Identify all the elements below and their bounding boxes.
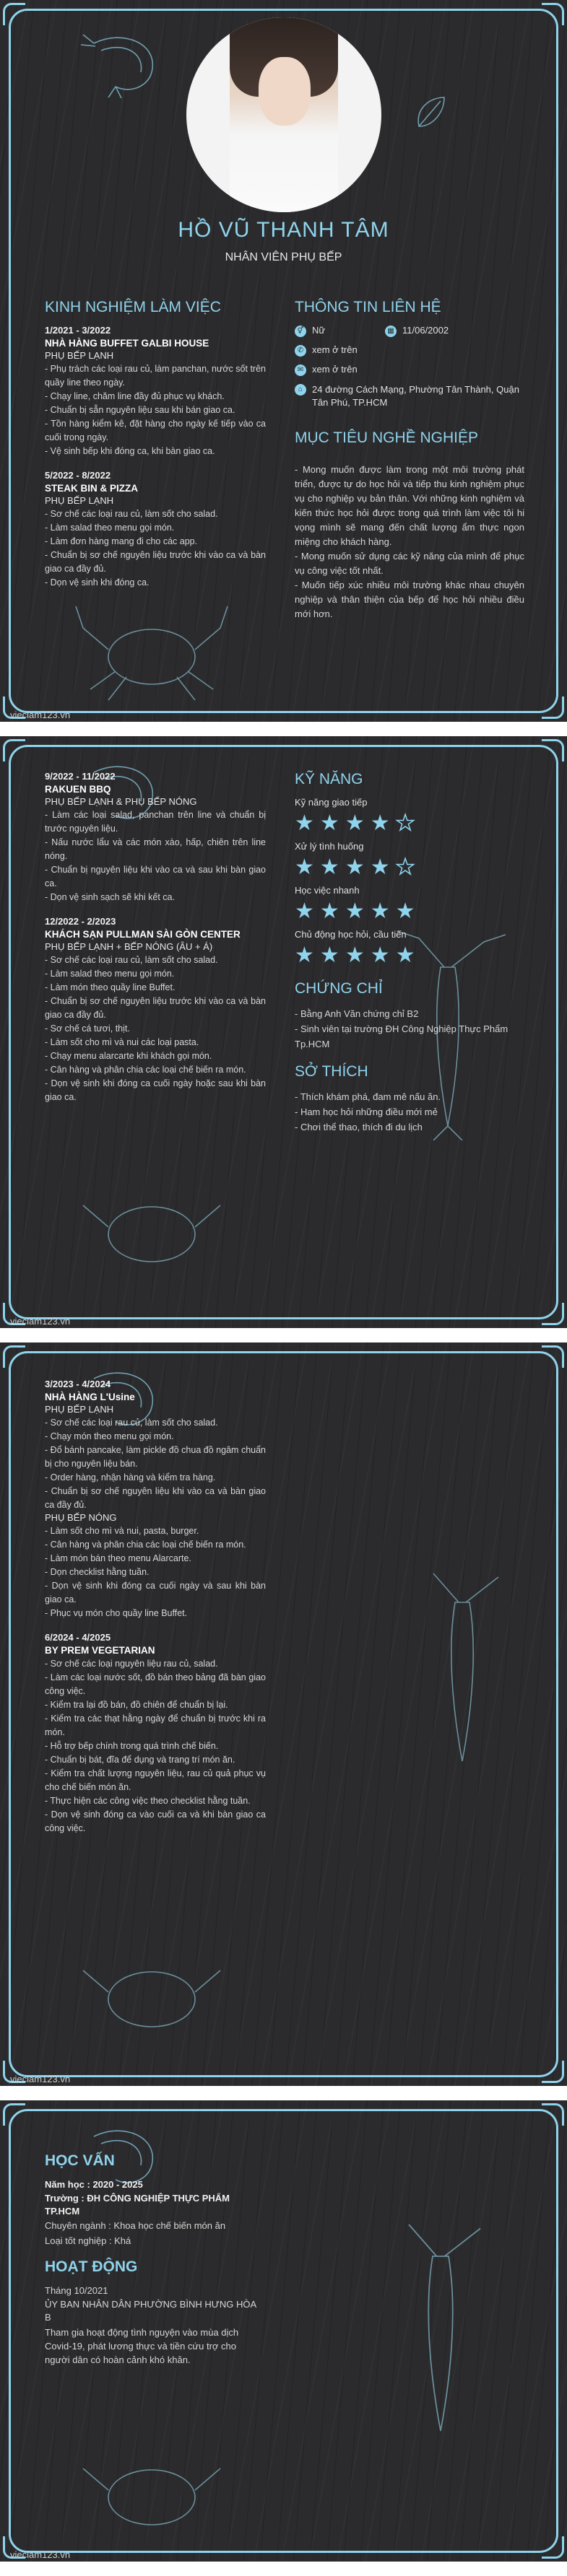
job-line: - Dọn vệ sinh sạch sẽ khi kết ca. [45,892,175,902]
frame-corner [3,739,25,761]
skill-item [295,929,524,967]
skill-rating-stars [295,944,524,967]
objective-title: MỤC TIÊU NGHỀ NGHIỆP [295,429,478,446]
star-full-icon: ★ [295,855,320,879]
job-role: PHỤ BẾP LẠNH + BẾP NÓNG (ÂU + Á) [45,941,213,952]
job-line: - Làm salad theo menu gọi món. [45,523,175,533]
job-entry [45,470,266,590]
job-line: - Nấu nước lẩu và các món xào, hấp, chiên trên line nóng. [45,837,266,861]
objective-line: - Mong muốn được làm trong một môi trường phát triển, được tự do học hỏi và tiếp thu kinh nghiệm phục vụ cho nghiệp vụ bản thân. Với những kinh nghiệm và kiến thức học hỏi được trong quá trình làm việc tôi hi vọng mình sẽ mang đến chất lượng ẩm thực ngon miệng cho khách hàng. [295,464,524,547]
job-line: - Chạy món theo menu gọi món. [45,1431,174,1441]
experience-section-continued [45,1379,266,1847]
skill-item [295,797,524,835]
watermark: vieclam123.vn [10,1316,71,1327]
job-date: 9/2022 - 11/2022 [45,771,116,782]
hobby-line: - Thích khám phá, đam mê nấu ăn. [295,1091,441,1102]
experience-title: KINH NGHIỆM LÀM VIỆC [45,299,221,315]
frame-corner [542,697,564,719]
frame-corner [542,2103,564,2126]
experience-section-continued [45,771,266,1116]
job-line: - Chạy menu alarcarte khi khách gọi món. [45,1051,212,1061]
gender-value: Nữ [312,325,326,336]
contact-section [295,299,524,621]
star-full-icon: ★ [345,855,371,879]
job-place: NHÀ HÀNG BUFFET GALBI HOUSE [45,338,209,349]
job-place: STEAK BIN & PIZZA [45,483,139,494]
frame-corner [542,2061,564,2083]
job-line: - Order hàng, nhận hàng và kiểm tra hàng. [45,1472,216,1483]
certificate-line: - Sinh viên tại trường ĐH Công Nghiệp Thực Phẩm Tp.HCM [295,1023,508,1049]
watermark: vieclam123.vn [10,710,71,720]
job-line: - Làm đơn hàng mang đi cho các app. [45,536,198,546]
job-line: - Chuẩn bị sẵn nguyên liệu sau khi bán giao ca. [45,405,235,415]
address-value: 24 đường Cách Mạng, Phường Tân Thành, Quận Tân Phú, TP.HCM [312,384,519,408]
job-entry [45,916,266,1104]
activity-org: ỦY BAN NHÂN DÂN PHƯỜNG BÌNH HƯNG HÒA B [45,2299,256,2323]
job-role: PHỤ BẾP LẠNH [45,495,114,506]
candidate-position: NHÂN VIÊN PHỤ BẾP [225,251,342,263]
star-full-icon: ★ [319,943,345,967]
job-place: BY PREM VEGETARIAN [45,1645,155,1656]
experience-section [45,299,266,601]
certificates-title: CHỨNG CHỈ [295,980,383,997]
phone-value: xem ở trên [312,344,358,355]
frame-corner [3,1345,25,1368]
star-full-icon: ★ [395,899,421,923]
job-line: - Chuẩn bị sơ chế nguyên liệu trước khi vào ca và bàn giao ca đầy đủ. [45,996,266,1020]
job-role: PHỤ BẾP LẠNH [45,1404,114,1415]
job-date: 6/2024 - 4/2025 [45,1632,111,1643]
contact-birthday [385,325,449,337]
frame-corner [3,2103,25,2126]
frame-corner [542,1303,564,1325]
job-line: - Cân hàng và phân chia các loại chế biến ra món. [45,1540,246,1550]
star-full-icon: ★ [295,943,320,967]
job-role: PHỤ BẾP LẠNH [45,350,114,361]
job-line: - Dọn vệ sinh khi đóng ca cuối ngày và sau khi bàn giao ca. [45,1581,266,1604]
star-full-icon: ★ [345,899,371,923]
watermark: vieclam123.vn [10,2074,71,2084]
email-value: xem ở trên [312,364,358,375]
education-section [45,2152,261,2367]
certificate-line: - Bằng Anh Văn chứng chỉ B2 [295,1008,419,1019]
skill-item [295,885,524,923]
frame-corner [3,3,25,25]
education-year: Năm học : 2020 - 2025 [45,2179,143,2190]
lobster-illustration [390,1559,534,1776]
star-full-icon: ★ [319,811,345,835]
email-icon: ✉ [295,364,306,376]
job-place: KHÁCH SẠN PULLMAN SÀI GÒN CENTER [45,929,241,940]
activities-title: HOẠT ĐỘNG [45,2258,138,2275]
star-full-icon: ★ [395,943,421,967]
contact-title: THÔNG TIN LIÊN HỆ [295,299,441,315]
job-line: - Đổ bánh pancake, làm pickle đồ chua đồ ngâm chuẩn bị cho nguyên liệu bán. [45,1445,266,1469]
cv-page-4 [0,2100,567,2562]
job-line: - Kiểm tra lại đồ bán, đồ chiên để chuẩn bị lại. [45,1700,228,1710]
frame-corner [542,1345,564,1368]
job-line: - Làm các loại nước sốt, đồ bán theo bảng đã bàn giao công việc. [45,1672,266,1696]
skill-name: Xử lý tình huống [295,841,364,852]
birthday-value: 11/06/2002 [402,325,449,336]
skills-title: KỸ NĂNG [295,771,363,787]
job-line: - Sơ chế cá tươi, thịt. [45,1023,130,1034]
job-line: - Làm sốt cho mì và nui, pasta, burger. [45,1526,199,1536]
job-date: 5/2022 - 8/2022 [45,470,111,481]
star-full-icon: ★ [345,811,371,835]
skills-section [295,771,524,1135]
hobby-line: - Ham học hỏi những điều mới mẻ [295,1106,438,1117]
contact-gender [295,325,385,337]
job-entry [45,771,266,904]
job-line: - Cân hàng và phân chia các loại chế biến ra món. [45,1065,246,1075]
job-line: - Chuẩn bị nguyên liệu khi vào ca và sau khi bàn giao ca. [45,865,266,888]
job-line: - Làm các loại salad, panchan trên line và chuẩn bị trước nguyên liệu. [45,810,266,834]
hobbies-title: SỞ THÍCH [295,1063,368,1080]
shrimp-illustration [79,29,166,101]
skill-name: Chủ động học hỏi, cầu tiến [295,929,407,940]
avatar-face [259,57,311,126]
job-line: - Sơ chế các loại rau củ, làm sốt cho salad. [45,955,218,965]
education-title: HỌC VẤN [45,2152,115,2169]
job-line: - Tồn hàng kiểm kê, đặt hàng cho ngày kế tiếp vào ca cuối trong ngày. [45,419,266,442]
activity-description: Tham gia hoạt động tình nguyện vào mùa dịch Covid-19, phát lương thực và tiền cứu trợ cho người dân có hoàn cảnh khó khăn. [45,2327,239,2365]
education-major: Chuyên ngành : Khoa học chế biến món ăn [45,2220,226,2231]
frame-corner [542,3,564,25]
calendar-icon: ▦ [385,326,397,337]
contact-address [295,383,524,409]
star-empty-icon: ★ [395,811,421,835]
skill-name: Học việc nhanh [295,885,360,896]
frame-corner [542,739,564,761]
job-line: - Dọn vệ sinh khi đóng ca cuối ngày hoặc sau khi bàn giao ca. [45,1078,266,1102]
job-line: - Phụ trách các loại rau củ, làm panchan, nước sốt trên quầy line theo ngày. [45,364,266,388]
star-full-icon: ★ [295,899,320,923]
job-role: PHỤ BẾP LẠNH & PHỤ BẾP NÓNG [45,796,197,807]
job-line: - Chuẩn bị bát, đĩa để dụng và trang trí món ăn. [45,1755,235,1765]
job-line: - Làm món bán theo menu Alarcarte. [45,1553,191,1563]
job-role: PHỤ BẾP NÓNG [45,1512,117,1523]
contact-row-gender-birthday [295,325,524,344]
skill-name: Kỹ năng giao tiếp [295,797,368,808]
objective-line: - Muốn tiếp xúc nhiều môi trường khác nhau chuyên nghiệp và thân thiện của bếp để học hỏi nhiều điều mới hơn. [295,580,524,619]
job-entry [45,1379,266,1620]
objective-line: - Mong muốn sử dụng các kỹ năng của mình để phục vụ công việc tốt nhất. [295,551,524,576]
education-rank: Loại tốt nghiệp : Khá [45,2235,131,2246]
star-full-icon: ★ [295,811,320,835]
phone-icon: ✆ [295,345,306,357]
gender-icon: ⚥ [295,326,306,337]
crab-illustration [72,1169,231,1285]
crab-illustration [72,1934,231,2050]
crab-illustration [72,592,231,707]
star-full-icon: ★ [345,943,371,967]
crab-illustration [72,2432,231,2548]
watermark: vieclam123.vn [10,2549,71,2560]
skill-rating-stars [295,856,524,879]
job-line: - Chuẩn bị sơ chế nguyên liệu trước khi vào ca và bàn giao ca đầy đủ. [45,550,266,574]
star-empty-icon: ★ [395,855,421,879]
job-line: - Chạy line, chăm line đầy đủ phục vụ khách. [45,391,225,401]
star-full-icon: ★ [370,855,396,879]
job-line: - Thực hiện các công việc theo checklist hằng tuần. [45,1796,251,1806]
skill-item [295,841,524,879]
star-full-icon: ★ [370,899,396,923]
skill-rating-stars [295,900,524,923]
lobster-illustration [361,2209,520,2447]
contact-email [295,364,524,376]
job-date: 3/2023 - 4/2024 [45,1379,111,1389]
job-date: 12/2022 - 2/2023 [45,916,116,927]
job-line: - Chuẩn bị sơ chế nguyên liệu khi vào ca và bàn giao ca đầy đủ. [45,1486,266,1510]
frame-corner [542,2536,564,2559]
job-line: - Làm salad theo menu gọi món. [45,969,175,979]
job-line: - Vệ sinh bếp khi đóng ca, khi bàn giao ca. [45,446,215,456]
job-line: - Làm món theo quầy line Buffet. [45,982,176,992]
job-line: - Dọn vệ sinh đóng ca vào cuối ca và khi bàn giao ca công việc. [45,1809,266,1833]
job-line: - Dọn vệ sinh khi đóng ca. [45,577,150,588]
job-line: - Hỗ trợ bếp chính trong quá trình chế biến. [45,1741,219,1751]
cv-page-1 [0,0,567,722]
job-line: - Phục vụ món cho quầy line Buffet. [45,1608,188,1618]
job-line: - Kiểm tra chất lượng nguyên liệu, rau củ quả phục vụ cho chế biến món ăn. [45,1768,266,1792]
job-line: - Kiểm tra các thạt hằng ngày để chuẩn bị trước khi ra món. [45,1713,266,1737]
job-line: - Sơ chế các loại nguyên liệu rau củ, salad. [45,1659,218,1669]
leaf-illustration [412,94,448,130]
cv-page-2 [0,736,567,1328]
location-icon: ⌂ [295,384,306,396]
job-entry [45,1632,266,1835]
cv-page-3 [0,1342,567,2086]
candidate-name: HỒ VŨ THANH TÂM [178,218,389,242]
job-line: - Làm sốt cho mì và nui các loại pasta. [45,1037,199,1047]
activity-date: Tháng 10/2021 [45,2285,108,2296]
job-line: - Sơ chế các loại rau củ, làm sốt cho salad. [45,1418,218,1428]
job-place: RAKUEN BBQ [45,784,111,795]
star-full-icon: ★ [319,899,345,923]
star-full-icon: ★ [370,943,396,967]
star-full-icon: ★ [319,855,345,879]
job-place: NHÀ HÀNG L'Usine [45,1392,135,1402]
job-line: - Sơ chế các loại rau củ, làm sốt cho salad. [45,509,218,519]
contact-phone [295,344,524,357]
star-full-icon: ★ [370,811,396,835]
skill-rating-stars [295,812,524,835]
job-line: - Dọn checklist hằng tuần. [45,1567,150,1577]
avatar [186,17,381,212]
objective-body [295,463,524,621]
education-school: Trường : ĐH CÔNG NGHIỆP THỰC PHẨM TP.HCM [45,2193,230,2217]
job-date: 1/2021 - 3/2022 [45,325,111,336]
hobby-line: - Chơi thể thao, thích đi du lịch [295,1122,423,1132]
job-entry [45,325,266,458]
